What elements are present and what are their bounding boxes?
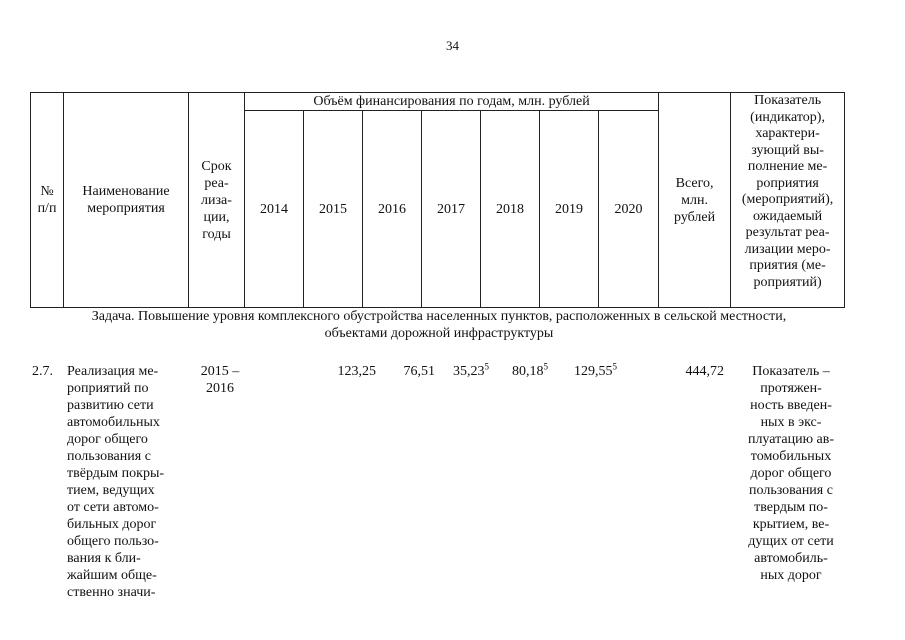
- header-year: 2016: [363, 111, 422, 308]
- task-heading-text: Задача. Повышение уровня комплексного обустройства населенных пунктов, расположенных в сельской местности, объектами дорожной инфраструктуры: [91, 309, 787, 341]
- task-heading: [34, 308, 844, 342]
- value-text: 123,25: [337, 364, 376, 379]
- header-term-text: Срок реа- лиза- ции, годы: [201, 158, 232, 242]
- header-year: 2017: [422, 111, 481, 308]
- row-total: 444,72: [685, 364, 724, 379]
- row-number: 2.7.: [32, 364, 53, 379]
- header-year: 2019: [540, 111, 599, 308]
- header-year: 2020: [599, 111, 659, 308]
- value-text: 35,23: [453, 364, 485, 379]
- footnote-mark: 5: [612, 361, 617, 372]
- row-indicator-text: Показатель – протяжен- ность введен- ных в экс- плуатацию ав- томобильных дорог общего пользования с твердым по- крытием, ве- дущих от сети автомобиль- ных дорог: [747, 364, 835, 583]
- header-year: 2015: [304, 111, 363, 308]
- header-year: 2018: [481, 111, 540, 308]
- row-value-2018: [492, 363, 548, 380]
- footnote-mark: 5: [484, 361, 489, 372]
- header-indicator-text: Показатель (индикатор), характери- зующий вы- полнение ме- роприятия (мероприятий), ожидаемый результат реа- лизации меро- приятия (ме- роприятий): [741, 93, 834, 290]
- value-text: 80,18: [512, 364, 544, 379]
- value-text: 76,51: [403, 364, 435, 379]
- footnote-mark: 5: [543, 361, 548, 372]
- header-name: [64, 93, 189, 308]
- header-num-text: № п/п: [37, 184, 57, 216]
- row-value-2019: [561, 363, 617, 380]
- header-indicator: [731, 93, 845, 308]
- header-year: 2014: [245, 111, 304, 308]
- row-value-2016: [379, 363, 435, 380]
- row-name-text: Реализация ме- роприятий по развитию сети автомобильных дорог общего пользования с твёрдым покры- тием, ведущих от сети автомо- бильных дорог общего пользо- вания к бли- жайшим обще- ственно значи-: [67, 364, 165, 600]
- table-row: [30, 361, 844, 600]
- value-text: 129,55: [574, 364, 613, 379]
- program-table: [30, 92, 845, 308]
- row-indicator: [738, 363, 844, 584]
- row-term: [192, 363, 248, 397]
- header-funding-group: Объём финансирования по годам, млн. рублей: [245, 93, 659, 111]
- row-value-2017: [433, 363, 489, 380]
- header-total: [659, 93, 731, 308]
- page-number: 34: [446, 38, 459, 53]
- header-num: [31, 93, 64, 308]
- row-term-text: 2015 – 2016: [200, 364, 240, 396]
- header-term: [189, 93, 245, 308]
- header-total-text: Всего, млн. рублей: [674, 175, 716, 225]
- row-name: [67, 363, 189, 601]
- row-value-2015: [320, 363, 376, 380]
- header-name-text: Наименование мероприятия: [82, 184, 170, 216]
